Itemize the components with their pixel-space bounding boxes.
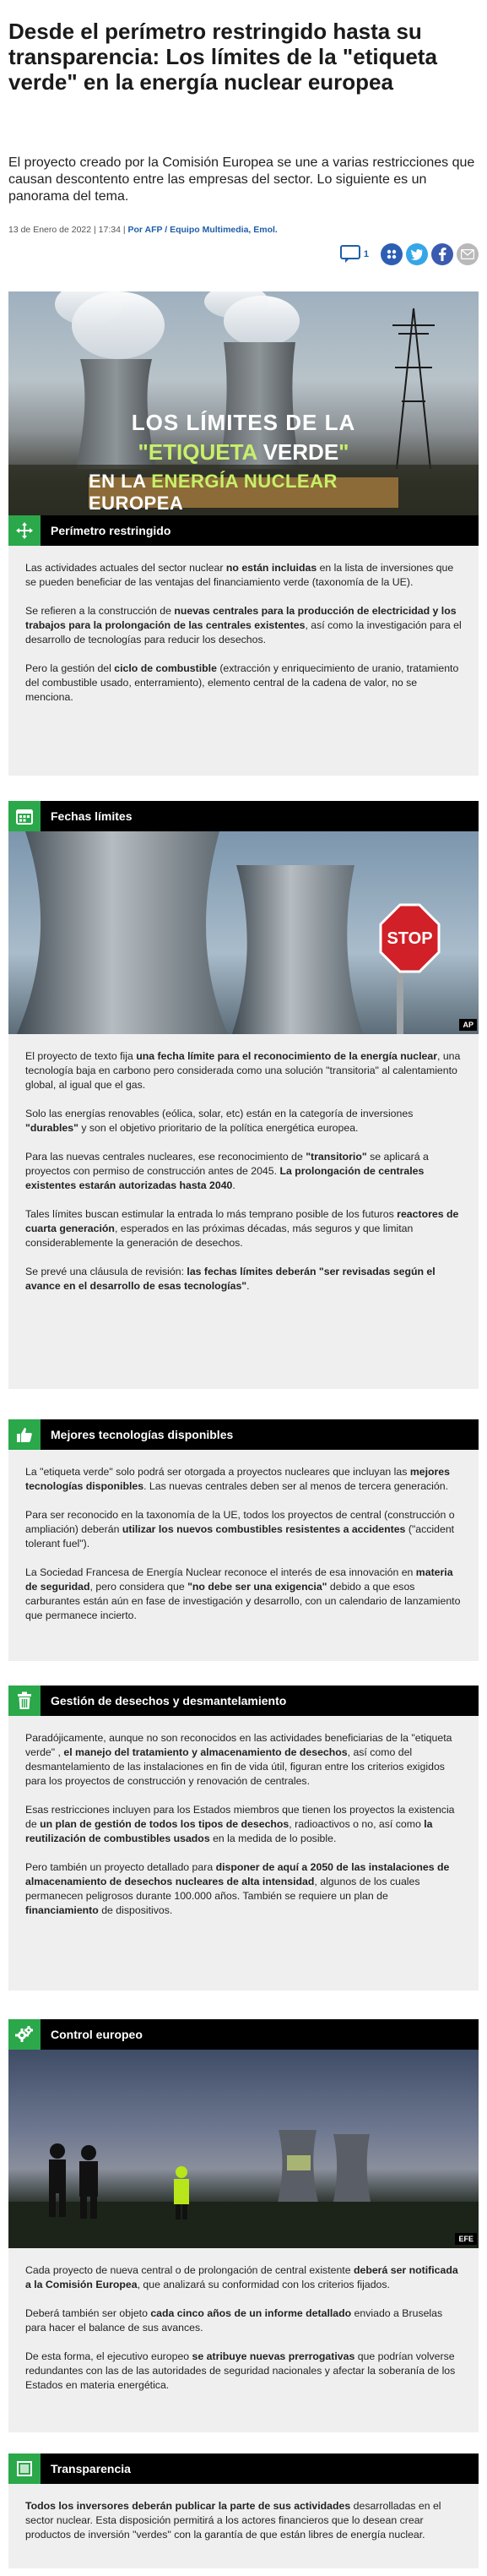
paragraph: La "etiqueta verde" solo podrá ser otorgada a proyectos nucleares que incluyan las mejores tecnologías disponibles. Las nuevas centrales deben ser al menos de tercera generación. xyxy=(25,1466,450,1492)
calendar-icon xyxy=(8,801,41,831)
article-summary: El proyecto creado por la Comisión Europea se une a varias restricciones que causan descontento entre las empresas del sector. Lo siguiente es un panorama del tema. xyxy=(8,155,475,204)
gears-icon xyxy=(8,2019,41,2050)
paragraph: Pero la gestión del ciclo de combustible (extracción y enriquecimiento de uranio, tratamiento del combustible usado, enterramiento), elemento central de la cadena de valor, no se menciona. xyxy=(25,662,459,703)
move-arrows-icon xyxy=(8,515,41,546)
facebook-icon[interactable] xyxy=(431,243,453,265)
comment-icon[interactable] xyxy=(340,245,360,264)
section-header-tecnologias xyxy=(8,1419,479,1450)
section-header-perimetro xyxy=(8,515,479,546)
photo-credit: EFE xyxy=(455,2233,477,2245)
article-byline[interactable]: Por AFP / Equipo Multimedia, Emol. xyxy=(127,225,278,235)
section-body-perimetro xyxy=(8,546,479,776)
paragraph: Todos los inversores deberán publicar la parte de sus actividades desarrolladas en el sector nuclear. Esta disposición permitirá a los actores financieros que lo desean crear productos de inversión "verdes" con la garantía de que están libres de energía nuclear. xyxy=(25,2500,441,2541)
section-title: Fechas límites xyxy=(51,809,133,823)
hero-text: EN LA xyxy=(89,471,152,492)
share-bar xyxy=(340,243,479,265)
hero-text-strong: LÍMITES xyxy=(186,410,279,435)
hero-text-strong: VERDE xyxy=(262,439,339,465)
hero-text: "ETIQUETA xyxy=(138,439,263,465)
section-title: Transparencia xyxy=(51,2462,131,2475)
thumbs-up-icon xyxy=(8,1419,41,1450)
section-header-transparencia xyxy=(8,2453,479,2484)
section-title: Mejores tecnologías disponibles xyxy=(51,1428,234,1441)
email-icon[interactable] xyxy=(457,243,479,265)
hero-text-highlight: ENERGÍA NUCLEAR xyxy=(151,471,338,492)
paragraph: Se prevé una cláusula de revisión: las fechas límites deberán "ser revisadas según el avance en el desarrollo de esas tecnologías". xyxy=(25,1266,436,1292)
hero-title-line3 xyxy=(89,471,398,515)
paragraph: La Sociedad Francesa de Energía Nuclear reconoce el interés de esa innovación en materia de seguridad, pero considera que "no debe ser una exigencia" debido a que esos carburantes están aún en fase de investigación y desarrollo, con un calendario de lanzamiento que permanece incierto. xyxy=(25,1566,461,1621)
transparency-icon xyxy=(8,2453,41,2484)
hero-title-line1 xyxy=(8,410,479,436)
section-title: Gestión de desechos y desmantelamiento xyxy=(51,1694,287,1707)
photo-protest xyxy=(8,2050,479,2248)
paragraph: Las actividades actuales del sector nuclear no están incluidas en la lista de inversiones que se pueden beneficiar de las ventajas del financiamiento verde (taxonomía de la UE). xyxy=(25,562,454,588)
article-date: 13 de Enero de 2022 | 17:34 | xyxy=(8,225,126,235)
paragraph: Solo las energías renovables (eólica, solar, etc) están en la categoría de inversiones "durables" y son el objetivo prioritario de la política energética europea. xyxy=(25,1108,414,1134)
comment-count[interactable]: 1 xyxy=(363,249,369,259)
paragraph: Pero también un proyecto detallado para disponer de aquí a 2050 de las instalaciones de almacenamiento de desechos nucleares de alta intensidad, algunos de los cuales permanecen peligrosos durante 100.000 años. También se requiere un plan de financiamiento de dispositivos. xyxy=(25,1861,450,1916)
paragraph: Tales límites buscan estimular la entrada lo más temprano posible de los futuros reactores de cuarta generación, esperados en las próximas décadas, más seguros y que limitan considerablemente la generación de desechos. xyxy=(25,1208,459,1249)
hero-text: DE LA xyxy=(279,410,356,435)
article-meta xyxy=(8,225,278,235)
twitter-icon[interactable] xyxy=(406,243,428,265)
section-header-desechos xyxy=(8,1686,479,1716)
night-towers-photo xyxy=(8,2050,479,2248)
hero-title-line2 xyxy=(8,439,479,466)
paragraph: El proyecto de texto fija una fecha límite para el reconocimiento de la energía nuclear, una tecnología baja en carbono pero considerada como una solución "transitoria" al calentamiento global, al igual que el gas. xyxy=(25,1050,461,1091)
section-body-tecnologias xyxy=(8,1450,479,1661)
section-title: Control europeo xyxy=(51,2028,143,2041)
section-header-fechas xyxy=(8,801,479,831)
paragraph: Esas restricciones incluyen para los Estados miembros que tienen los proyectos la existencia de un plan de gestión de todos los tipos de desechos, radioactivos o no, así como la reutilización de combustibles usados en la medida de lo posible. xyxy=(25,1804,455,1844)
section-header-control xyxy=(8,2019,479,2050)
trash-bin-icon xyxy=(8,1686,41,1716)
section-title: Perímetro restringido xyxy=(51,524,171,537)
hero-graphic xyxy=(8,291,479,545)
paragraph: Deberá también ser objeto cada cinco años de un informe detallado enviado a Bruselas para hacer el balance de sus avances. xyxy=(25,2307,443,2334)
paragraph: Paradójicamente, aunque no son reconocidos en las actividades beneficiarias de la "etiqueta verde" , el manejo del tratamiento y almacenamiento de desechos, así como del desmantelamiento de las instalaciones en fin de vida útil, figuran entre los criterios exigidos para los proyectos de construcción y renovación de centrales. xyxy=(25,1732,452,1787)
hero-text: LOS xyxy=(131,410,187,435)
paragraph: Para ser reconocido en la taxonomía de la UE, todos los proyectos de central (construcción o ampliación) deberán utilizar los nuevos combustibles resistentes a accidentes ("accident tolerant fuel"). xyxy=(25,1509,455,1549)
section-body-fechas xyxy=(8,1034,479,1389)
paragraph: Para las nuevas centrales nucleares, ese reconocimiento de "transitorio" se aplicará a proyectos con permiso de construcción antes de 2045. La prolongación de centrales existentes estarán autorizadas hasta 2040. xyxy=(25,1151,429,1191)
section-body-desechos xyxy=(8,1716,479,1991)
section-body-control xyxy=(8,2248,479,2432)
photo-credit: AP xyxy=(459,1019,477,1031)
photo-stop-sign xyxy=(8,831,479,1034)
hero-title-banner xyxy=(89,471,398,514)
share-icon[interactable] xyxy=(381,243,403,265)
section-body-transparencia xyxy=(8,2484,479,2568)
stop-sign-text: STOP xyxy=(387,929,433,948)
paragraph: Cada proyecto de nueva central o de prolongación de central existente deberá ser notificada a la Comisión Europea, que analizará su conformidad con los criterios fijados. xyxy=(25,2264,458,2290)
hero-text: EUROPEA xyxy=(89,493,184,514)
article-headline: Desde el perímetro restringido hasta su transparencia: Los límites de la "etiqueta verde" en la energía nuclear europea xyxy=(8,19,437,95)
hero-text: " xyxy=(338,439,349,465)
paragraph: Se refieren a la construcción de nuevas centrales para la producción de electricidad y los trabajos para la prolongación de las centrales existentes, así como la investigación para el desarrollo de tecnologías para reducir los desechos. xyxy=(25,605,462,645)
paragraph: De esta forma, el ejecutivo europeo se atribuye nuevas prerrogativas que podrían volverse redundantes con las de las autoridades de seguridad nacionales y afectar la soberanía de los Estados en materia energética. xyxy=(25,2350,456,2391)
